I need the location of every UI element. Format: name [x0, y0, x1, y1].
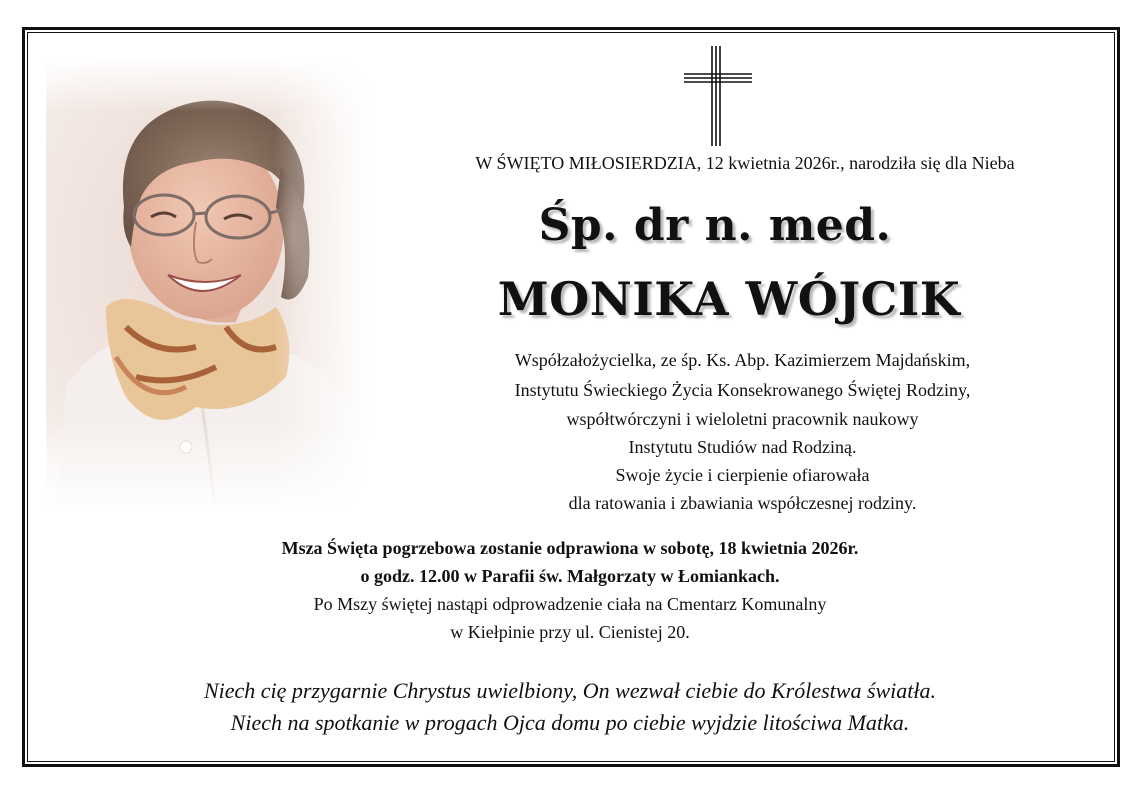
- bio-line: Instytutu Świeckiego Życia Konsekrowanego Świętej Rodziny,: [514, 380, 971, 400]
- funeral-mass-line: o godz. 12.00 w Parafii św. Małgorzaty w Łomiankach.: [360, 566, 780, 586]
- bio-line: Swoje życie i cierpienie ofiarowała: [615, 465, 870, 485]
- announcement-intro: W ŚWIĘTO MIŁOSIERDZIA, 12 kwietnia 2026r., narodziła się dla Nieba: [475, 153, 1015, 173]
- portrait-photo: [46, 57, 372, 512]
- bio-line: współtwórczyni i wieloletni pracownik naukowy: [566, 409, 919, 429]
- burial-line: w Kiełpinie przy ul. Cienistej 20.: [450, 622, 690, 642]
- prayer-line: Niech cię przygarnie Chrystus uwielbiony, On wezwał ciebie do Królestwa światła.: [203, 678, 937, 703]
- funeral-mass-line: Msza Święta pogrzebowa zostanie odprawiona w sobotę, 18 kwietnia 2026r.: [281, 538, 859, 558]
- bio-line: dla ratowania i zbawiania współczesnej rodziny.: [568, 493, 917, 513]
- deceased-name-text: MONIKA WÓJCIK: [497, 272, 961, 326]
- prayer-line: Niech na spotkanie w progach Ojca domu po ciebie wyjdzie litościwa Matka.: [230, 710, 910, 735]
- deceased-title-text: Śp. dr n. med.: [538, 200, 892, 251]
- bio-line: Instytutu Studiów nad Rodziną.: [628, 437, 857, 457]
- burial-line: Po Mszy świętej nastąpi odprowadzenie ciała na Cmentarz Komunalny: [313, 594, 827, 614]
- bio-line: Współzałożycielka, ze śp. Ks. Abp. Kazimierzem Majdańskim,: [514, 350, 971, 370]
- deceased-name: [380, 272, 1110, 326]
- deceased-title: [380, 200, 1110, 251]
- cross-icon: [682, 44, 754, 148]
